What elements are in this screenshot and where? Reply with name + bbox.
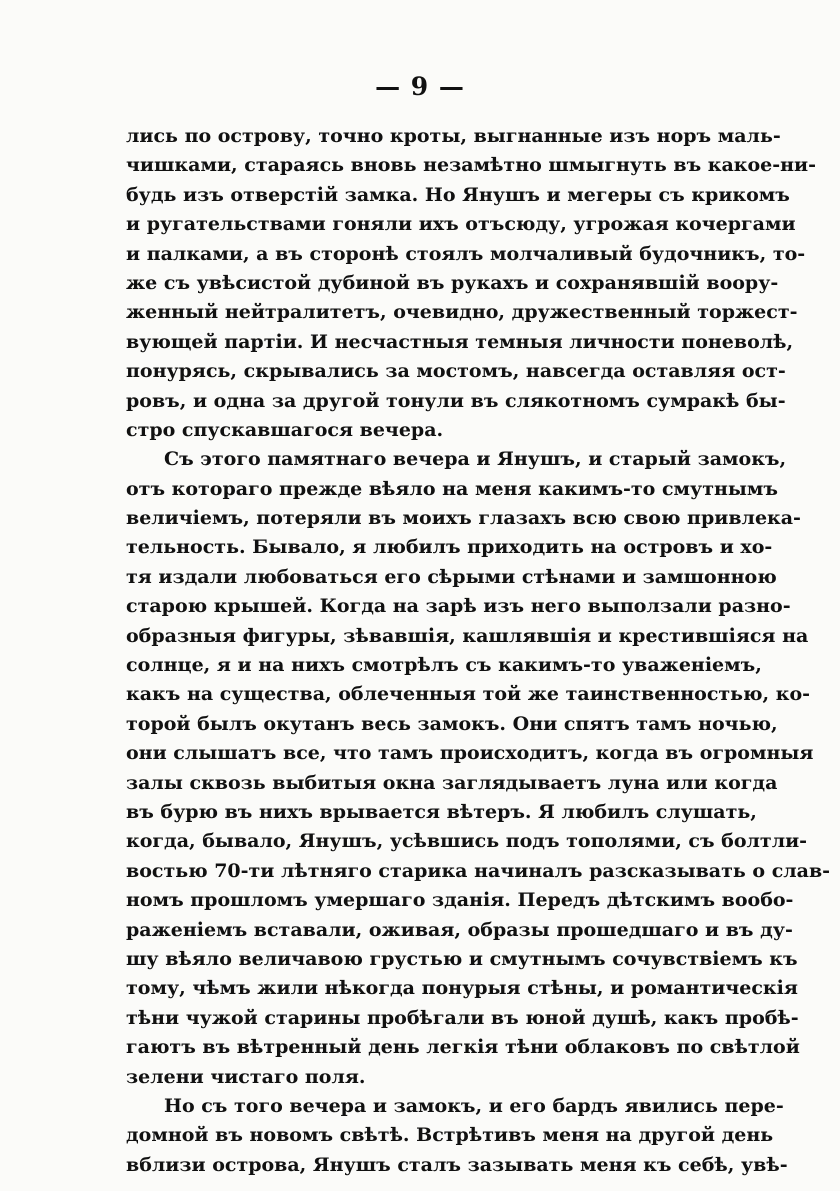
- text-line: раженіемъ вставали, оживая, образы прошедшаго и въ ду-: [126, 918, 793, 941]
- text-line: стро спускавшагося вечера.: [126, 418, 444, 441]
- text-line: Но съ того вечера и замокъ, и его бардъ явились пере-: [164, 1094, 784, 1117]
- text-line: они слышатъ все, что тамъ происходитъ, когда въ огромныя: [126, 742, 814, 765]
- text-line: когда, бывало, Янушъ, усѣвшись подъ тополями, съ болтли-: [126, 830, 808, 853]
- text-line: старою крышей. Когда на зарѣ изъ него выползали разно-: [126, 595, 791, 618]
- text-line: въ бурю въ нихъ врывается вѣтеръ. Я любилъ слушать,: [126, 800, 757, 823]
- text-line: лись по острову, точно кроты, выгнанные изъ норъ маль-: [126, 125, 781, 147]
- text-line: номъ прошломъ умершаго зданія. Передъ дѣтскимъ вообо-: [126, 889, 794, 912]
- text-line: вующей партіи. И несчастныя темныя личности поневолѣ,: [126, 330, 794, 353]
- text-line: и ругательствами гоняли ихъ отъсюду, угрожая кочергами: [126, 213, 796, 236]
- text-line: солнце, я и на нихъ смотрѣлъ съ какимъ-то уваженіемъ,: [126, 654, 762, 677]
- text-line: тѣни чужой старины пробѣгали въ юной душѣ, какъ пробѣ-: [126, 1006, 799, 1029]
- text-line: Съ этого памятнаго вечера и Янушъ, и старый замокъ,: [164, 448, 787, 471]
- text-line: тельность. Бывало, я любилъ приходить на островъ и хо-: [126, 536, 773, 559]
- text-line: тому, чѣмъ жили нѣкогда понурыя стѣны, и романтическія: [126, 977, 798, 1000]
- text-line: отъ котораго прежде вѣяло на меня какимъ-то смутнымъ: [126, 477, 779, 500]
- text-line: женный нейтралитетъ, очевидно, дружественный торжест-: [126, 301, 798, 324]
- text-line: шу вѣяло величавою грустью и смутнымъ сочувствіемъ къ: [126, 947, 798, 970]
- text-line: гаютъ въ вѣтренный день легкія тѣни облаковъ по свѣтлой: [126, 1036, 800, 1059]
- page-number: — 9 —: [375, 72, 465, 101]
- text-line: вблизи острова, Янушъ сталъ зазывать меня къ себѣ, увѣ-: [126, 1153, 788, 1176]
- text-line: образныя фигуры, зѣвавшія, кашлявшія и крестившіяся на: [126, 624, 809, 647]
- text-line: же съ увѣсистой дубиной въ рукахъ и сохранявшій воору-: [126, 271, 779, 294]
- text-line: понурясь, скрывались за мостомъ, навсегда оставляя ост-: [126, 360, 786, 383]
- text-line: торой былъ окутанъ весь замокъ. Они спятъ тамъ ночью,: [126, 712, 778, 735]
- text-line: домной въ новомъ свѣтѣ. Встрѣтивъ меня на другой день: [126, 1124, 774, 1147]
- text-line: какъ на существа, облеченныя той же таинственностью, ко-: [126, 683, 811, 706]
- text-line: будь изъ отверстій замка. Но Янушъ и мегеры съ крикомъ: [126, 183, 790, 206]
- text-line: тя издали любоваться его сѣрыми стѣнами и замшонною: [126, 565, 777, 588]
- text-line: чишками, стараясь вновь незамѣтно шмыгнуть въ какое-ни-: [126, 154, 817, 177]
- text-line: и палками, а въ сторонѣ стоялъ молчаливый будочникъ, то-: [126, 242, 806, 265]
- body-text: [126, 122, 831, 1180]
- text-line: залы сквозь выбитыя окна заглядываетъ луна или когда: [126, 771, 778, 794]
- text-line: ровъ, и одна за другой тонули въ слякотномъ сумракѣ бы-: [126, 389, 786, 412]
- text-line: величіемъ, потеряли въ моихъ глазахъ всю свою привлека-: [126, 507, 801, 530]
- text-line: востью 70-ти лѣтняго старика начиналъ разсказывать о слав-: [126, 859, 831, 882]
- text-line: зелени чистаго поля.: [126, 1065, 366, 1088]
